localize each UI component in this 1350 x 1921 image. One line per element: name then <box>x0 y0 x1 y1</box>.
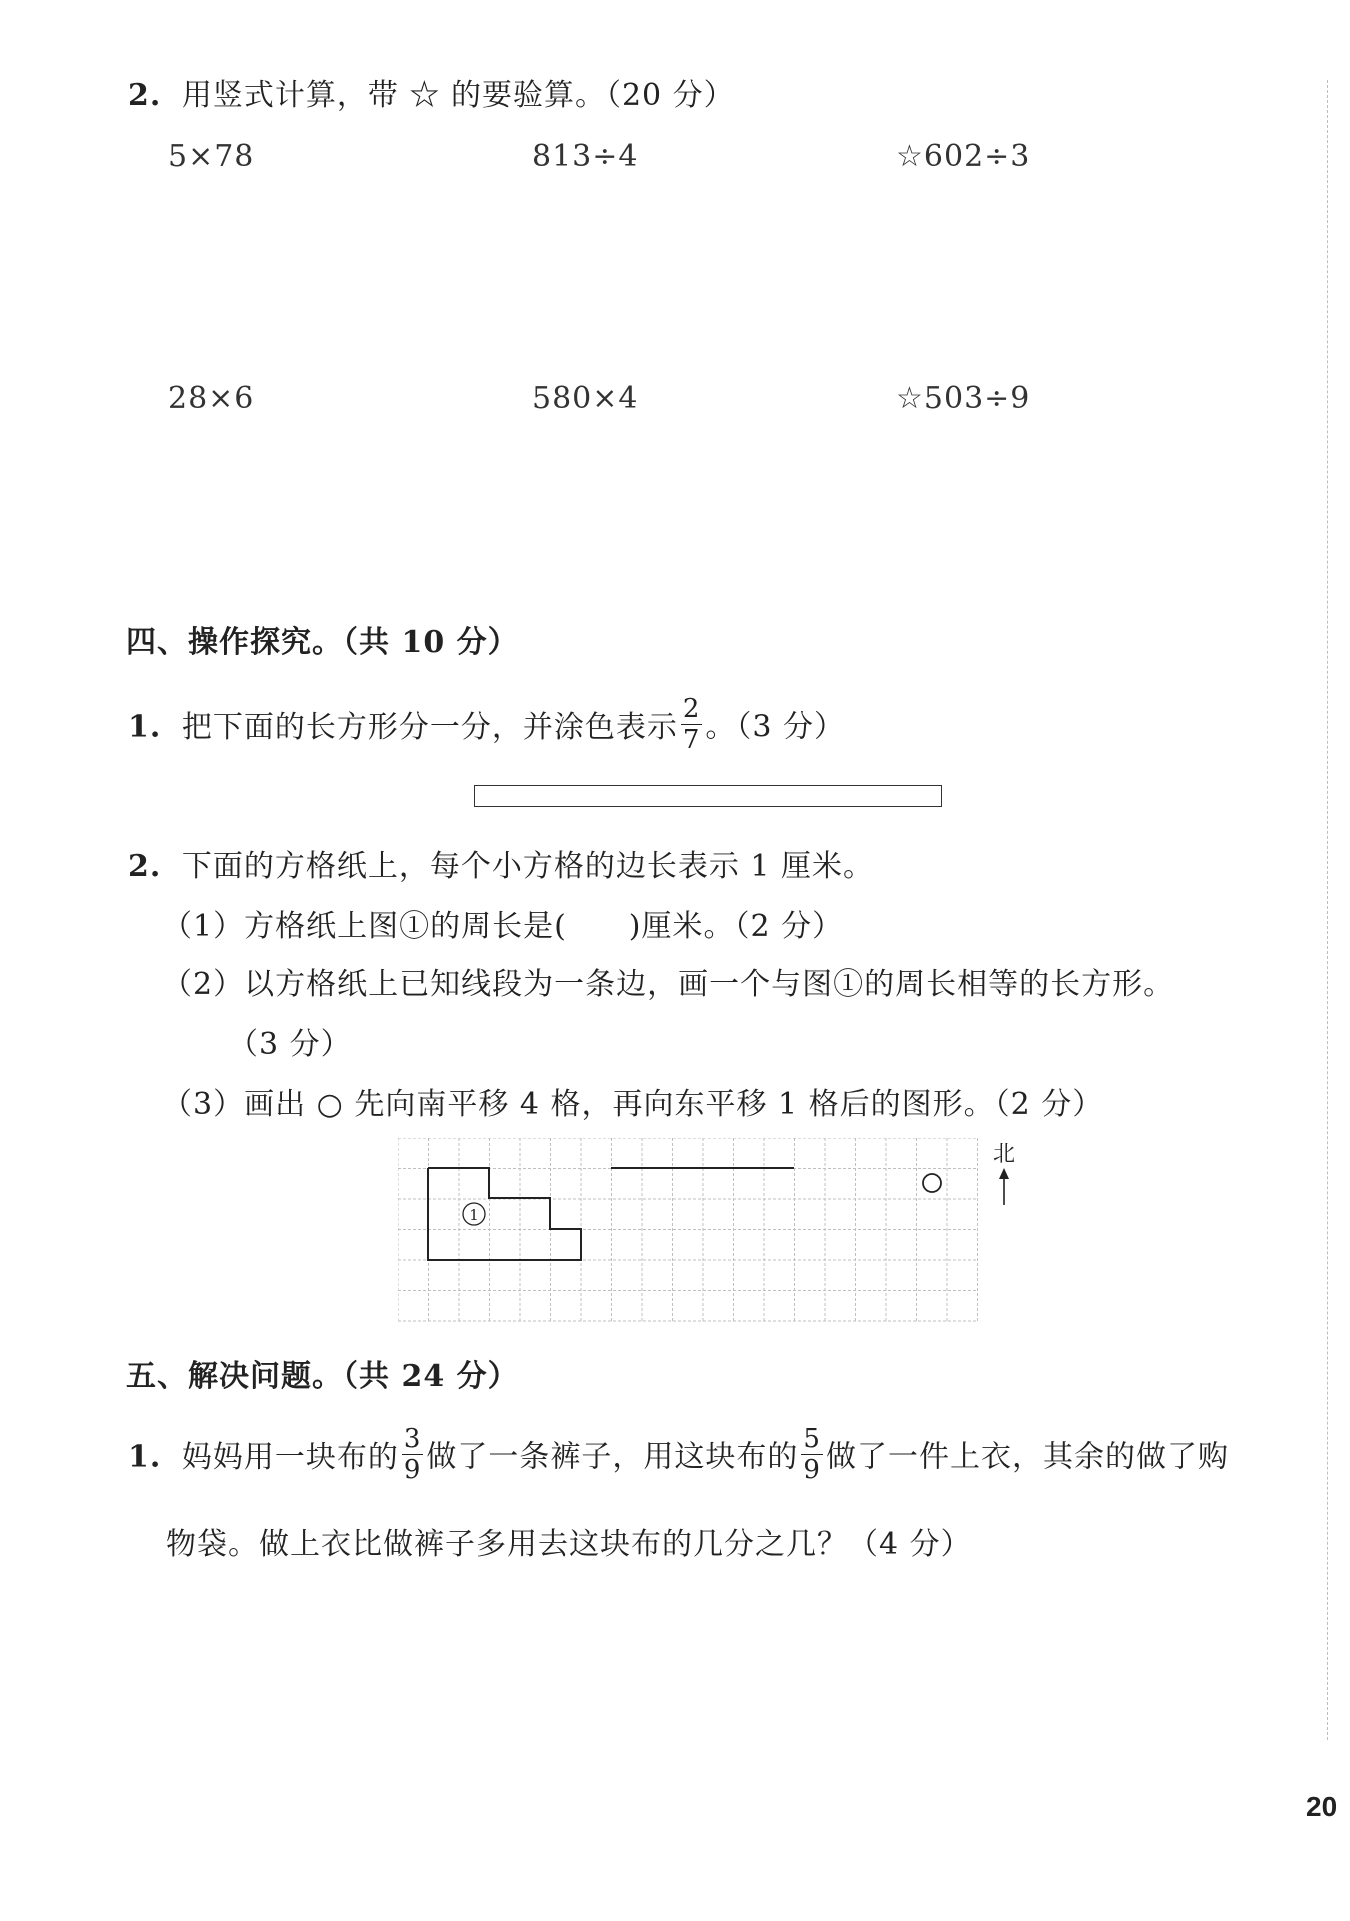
expression-4: 28×6 <box>168 381 255 416</box>
fraction-three-ninths <box>402 1426 424 1483</box>
figure-1-label: 1 <box>469 1206 479 1224</box>
rectangle-to-divide[interactable] <box>474 785 942 807</box>
expression-2: 813÷4 <box>532 139 639 174</box>
expression-5: 580×4 <box>532 381 639 416</box>
question-number: 2. <box>128 78 162 113</box>
question-text-pre: 把下面的长方形分一分，并涂色表示 <box>181 709 678 745</box>
question-text: 用竖式计算，带 ☆ 的要验算。（20 分） <box>181 78 735 113</box>
question-text: 下面的方格纸上，每个小方格的边长表示 1 厘米。 <box>181 849 875 884</box>
north-arrowhead-icon <box>999 1168 1009 1179</box>
question-text-post: 。（3 分） <box>705 709 846 745</box>
binding-margin-line <box>1327 80 1328 1740</box>
fraction-denominator: 7 <box>682 725 701 755</box>
north-label: 北 <box>992 1142 1016 1167</box>
fraction-denominator: 9 <box>403 1455 422 1485</box>
section-4-title: 四、操作探究。（共 10 分） <box>126 625 519 660</box>
sec5-question-1 <box>128 1424 1229 1487</box>
question-text-2: 做了一条裤子，用这块布的 <box>426 1439 799 1475</box>
sec5-question-1-line-2: 物袋。做上衣比做裤子多用去这块布的几分之几？（4 分） <box>166 1527 972 1562</box>
fraction-numerator: 3 <box>403 1424 422 1454</box>
expression-1: 5×78 <box>168 139 255 174</box>
expression-6: ☆503÷9 <box>896 381 1031 416</box>
fraction-numerator: 5 <box>803 1424 821 1454</box>
question-number: 1. <box>128 709 162 745</box>
fraction-five-ninths <box>801 1426 823 1483</box>
expression-3: ☆602÷3 <box>896 139 1031 174</box>
question-text-1: 妈妈用一块布的 <box>181 1439 399 1475</box>
question-2 <box>128 78 735 113</box>
fraction-denominator: 9 <box>803 1455 821 1485</box>
section-5-title: 五、解决问题。（共 24 分） <box>126 1359 519 1394</box>
figure-1-shape <box>428 1168 581 1260</box>
sec4-question-1 <box>128 694 846 757</box>
fraction-two-sevenths <box>681 696 703 753</box>
sub-question-2-score: （3 分） <box>228 1027 352 1062</box>
question-text-3: 做了一件上衣，其余的做了购 <box>825 1439 1229 1475</box>
grid-paper[interactable] <box>398 1138 1018 1332</box>
sec4-question-2 <box>128 849 875 884</box>
sub-question-2: （2）以方格纸上已知线段为一条边，画一个与图①的周长相等的长方形。 <box>162 967 1175 1002</box>
sub-question-1: （1）方格纸上图①的周长是( )厘米。（2 分） <box>162 909 844 944</box>
question-number: 2. <box>128 849 162 884</box>
grid-svg <box>398 1138 1018 1328</box>
page-number: 20 <box>1306 1791 1338 1822</box>
sub-question-3: （3）画出 ○ 先向南平移 4 格，再向东平移 1 格后的图形。（2 分） <box>162 1087 1104 1122</box>
fraction-numerator: 2 <box>682 694 701 724</box>
question-number: 1. <box>128 1439 162 1475</box>
circle-figure <box>923 1174 941 1192</box>
